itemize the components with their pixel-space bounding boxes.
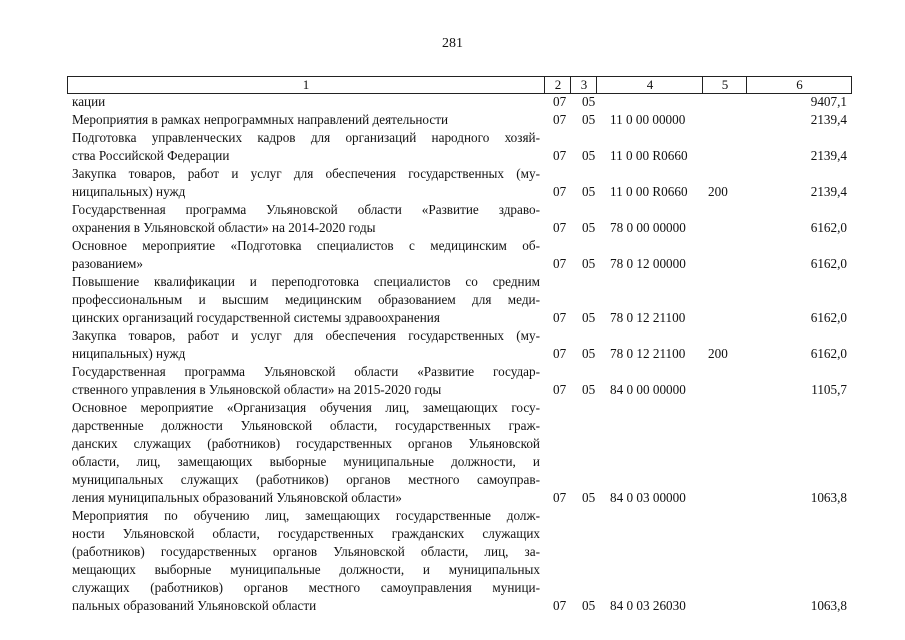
target-article-code: 78 0 12 21100 <box>610 310 686 325</box>
description-line: области, лиц, замещающих выборные муниципальные должности, и <box>72 454 540 469</box>
description-line: Мероприятия по обучению лиц, замещающих государственные долж- <box>72 508 540 523</box>
header-col-5: 5 <box>702 77 747 93</box>
expense-type-code: 200 <box>708 346 728 361</box>
table-row <box>0 237 905 273</box>
target-article-code: 11 0 00 R0660 <box>610 184 688 199</box>
description-line: ства Российской Федерации <box>72 148 230 163</box>
header-col-3: 3 <box>570 77 597 93</box>
amount-value: 6162,0 <box>810 220 847 235</box>
header-col-1: 1 <box>302 77 310 92</box>
description-line: ниципальных) нужд <box>72 184 186 199</box>
section-code: 07 <box>553 598 567 613</box>
section-code: 07 <box>553 256 567 271</box>
table-row <box>0 399 905 507</box>
target-article-code: 84 0 03 26030 <box>610 598 686 613</box>
row-description <box>72 111 540 129</box>
target-article-code: 11 0 00 R0660 <box>610 148 688 163</box>
description-line: Подготовка управленческих кадров для организаций народного хозяй- <box>72 130 540 145</box>
section-code: 07 <box>553 310 567 325</box>
description-line: кации <box>72 94 106 109</box>
row-description <box>72 93 540 111</box>
expense-type-code: 200 <box>708 184 728 199</box>
subsection-code: 05 <box>582 310 596 325</box>
section-code: 07 <box>553 148 567 163</box>
amount-value: 2139,4 <box>810 184 847 199</box>
description-line: ления муниципальных образований Ульяновской области» <box>72 490 402 505</box>
table-row <box>0 507 905 615</box>
description-line: Закупка товаров, работ и услуг для обеспечения государственных (му- <box>72 166 540 181</box>
subsection-code: 05 <box>582 220 596 235</box>
row-description <box>72 273 540 327</box>
table-row <box>0 111 905 129</box>
header-col-6: 6 <box>746 77 852 93</box>
description-line: Закупка товаров, работ и услуг для обеспечения государственных (му- <box>72 328 540 343</box>
table-row <box>0 93 905 111</box>
amount-value: 2139,4 <box>810 112 847 127</box>
header-col-4: 4 <box>596 77 703 93</box>
table-row <box>0 129 905 165</box>
table-row <box>0 165 905 201</box>
amount-value: 6162,0 <box>810 256 847 271</box>
row-description <box>72 165 540 201</box>
subsection-code: 05 <box>582 256 596 271</box>
description-line: данских служащих (работников) государственных органов Ульяновской <box>72 436 540 451</box>
description-line: ниципальных) нужд <box>72 346 186 361</box>
subsection-code: 05 <box>582 598 596 613</box>
amount-value: 9407,1 <box>810 94 847 109</box>
target-article-code: 84 0 03 00000 <box>610 490 686 505</box>
row-description <box>72 237 540 273</box>
row-description <box>72 363 540 399</box>
description-line: Повышение квалификации и переподготовка специалистов со средним <box>72 274 540 289</box>
section-code: 07 <box>553 220 567 235</box>
description-line: дарственные должности Ульяновской области, государственных граж- <box>72 418 540 433</box>
description-line: охранения в Ульяновской области» на 2014-2020 годы <box>72 220 376 235</box>
amount-value: 6162,0 <box>810 310 847 325</box>
subsection-code: 05 <box>582 94 596 109</box>
section-code: 07 <box>553 490 567 505</box>
table-header <box>67 76 852 94</box>
amount-value: 1063,8 <box>810 598 847 613</box>
subsection-code: 05 <box>582 490 596 505</box>
description-line: мещающих выборные муниципальные должности, и муниципальных <box>72 562 540 577</box>
description-line: (работников) государственных органов Ульяновской области, лиц, за- <box>72 544 540 559</box>
subsection-code: 05 <box>582 346 596 361</box>
amount-value: 1105,7 <box>811 382 847 397</box>
row-description <box>72 507 540 615</box>
table-row <box>0 273 905 327</box>
amount-value: 1063,8 <box>810 490 847 505</box>
table-row <box>0 363 905 399</box>
description-line: ности Ульяновской области, государственных гражданских служащих <box>72 526 540 541</box>
description-line: муниципальных служащих (работников) органов местного самоуправ- <box>72 472 540 487</box>
section-code: 07 <box>553 94 567 109</box>
row-description <box>72 327 540 363</box>
subsection-code: 05 <box>582 148 596 163</box>
description-line: Государственная программа Ульяновской области «Развитие государ- <box>72 364 540 379</box>
description-line: Государственная программа Ульяновской области «Развитие здраво- <box>72 202 540 217</box>
section-code: 07 <box>553 346 567 361</box>
description-line: Основное мероприятие «Подготовка специалистов с медицинским об- <box>72 238 540 253</box>
table-row <box>0 327 905 363</box>
target-article-code: 78 0 12 00000 <box>610 256 686 271</box>
target-article-code: 78 0 00 00000 <box>610 220 686 235</box>
description-line: профессиональным и высшим медицинским образованием для меди- <box>72 292 540 307</box>
subsection-code: 05 <box>582 184 596 199</box>
row-description <box>72 201 540 237</box>
page-number: 281 <box>442 36 463 51</box>
description-line: разованием» <box>72 256 143 271</box>
row-description <box>72 129 540 165</box>
section-code: 07 <box>553 184 567 199</box>
subsection-code: 05 <box>582 382 596 397</box>
section-code: 07 <box>553 382 567 397</box>
description-line: служащих (работников) органов местного самоуправления муници- <box>72 580 540 595</box>
description-line: пальных образований Ульяновской области <box>72 598 317 613</box>
description-line: Основное мероприятие «Организация обучения лиц, замещающих госу- <box>72 400 540 415</box>
subsection-code: 05 <box>582 112 596 127</box>
target-article-code: 78 0 12 21100 <box>610 346 686 361</box>
description-line: ственного управления в Ульяновской области» на 2015-2020 годы <box>72 382 442 397</box>
amount-value: 6162,0 <box>810 346 847 361</box>
target-article-code: 84 0 00 00000 <box>610 382 686 397</box>
description-line: цинских организаций государственной системы здравоохранения <box>72 310 440 325</box>
table-row <box>0 201 905 237</box>
amount-value: 2139,4 <box>810 148 847 163</box>
target-article-code: 11 0 00 00000 <box>610 112 686 127</box>
section-code: 07 <box>553 112 567 127</box>
header-col-2: 2 <box>544 77 571 93</box>
description-line: Мероприятия в рамках непрограммных направлений деятельности <box>72 112 449 127</box>
row-description <box>72 399 540 507</box>
